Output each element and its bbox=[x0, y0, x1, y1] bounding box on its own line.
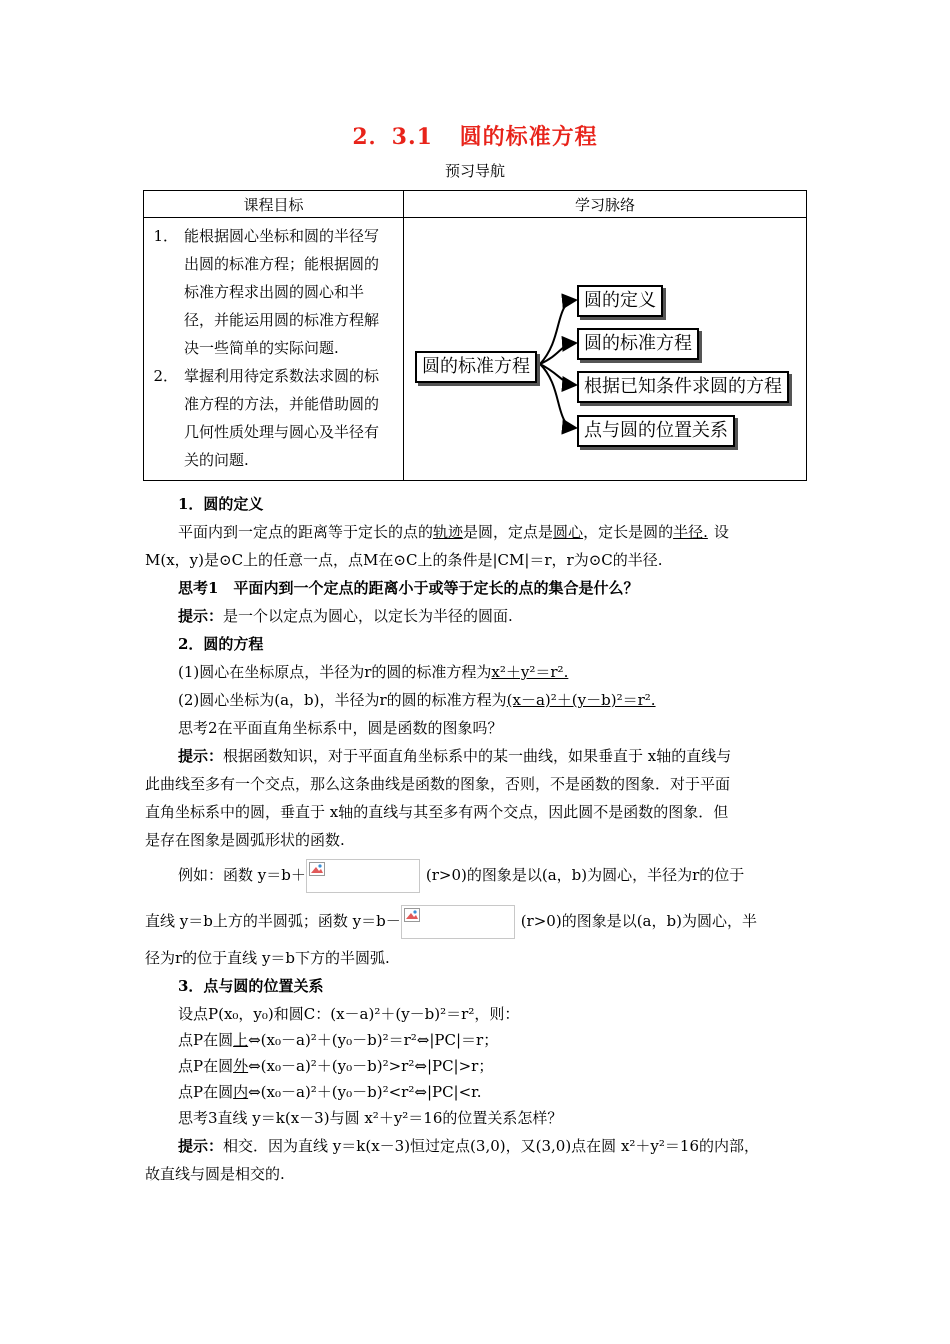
col-header-goals: 课程目标 bbox=[144, 191, 404, 218]
goal-num: 1． bbox=[153, 227, 178, 245]
connector-1 bbox=[540, 300, 576, 364]
blank-answer: 半径. bbox=[673, 523, 708, 541]
goal-num: 2． bbox=[153, 367, 178, 385]
paragraph bbox=[178, 688, 656, 712]
paragraph: 故直线与圆是相交的. bbox=[145, 1165, 285, 1183]
diagram-branch: 根据已知条件求圆的方程 bbox=[577, 371, 789, 403]
text: ⇔(x₀－a)²＋(y₀－b)²>r²⇔|PC|>r； bbox=[248, 1057, 494, 1075]
section-number: 2．3.1 bbox=[352, 124, 433, 150]
connector-4 bbox=[540, 364, 576, 428]
text: 根据函数知识，对于平面直角坐标系中的某一曲线，如果垂直于 x轴的直线与 bbox=[223, 747, 732, 765]
text: 点P在圆 bbox=[178, 1031, 234, 1049]
blank-answer: 上 bbox=[233, 1031, 249, 1049]
blank-answer: 外 bbox=[233, 1057, 249, 1075]
text: 是圆，定点是 bbox=[463, 523, 554, 541]
subtitle: 预习导航 bbox=[444, 162, 505, 180]
hint-label: 提示： bbox=[178, 607, 224, 625]
paragraph: 设点P(x₀，y₀)和圆C：(x－a)²＋(y－b)²＝r²，则： bbox=[178, 1005, 520, 1023]
hint-label: 提示： bbox=[178, 747, 224, 765]
title-text: 圆的标准方程 bbox=[459, 124, 598, 150]
text: ，定长是圆的 bbox=[583, 523, 674, 541]
paragraph: 此曲线至多有一个交点，那么这条曲线是函数的图象，否则，不是函数的图象．对于平面 bbox=[145, 775, 731, 793]
text: 点P在圆 bbox=[178, 1057, 234, 1075]
text: ⇔(x₀－a)²＋(y₀－b)²＝r²⇔|PC|＝r； bbox=[248, 1031, 499, 1049]
text: 直线 y＝b上方的半圆弧；函数 y＝b－ bbox=[145, 912, 401, 930]
goal-item bbox=[150, 362, 393, 474]
text: 是一个以定点为圆心，以定长为半径的圆面. bbox=[223, 607, 513, 625]
hint bbox=[178, 744, 731, 768]
hint bbox=[178, 604, 513, 628]
example-line bbox=[145, 904, 757, 939]
blank-answer: (x－a)²＋(y－b)²＝r². bbox=[506, 691, 656, 709]
text: 点P在圆 bbox=[178, 1083, 234, 1101]
goal-line: 决一些简单的实际问题. bbox=[184, 339, 339, 357]
paragraph bbox=[178, 1028, 498, 1052]
goal-line: 关的问题. bbox=[184, 451, 249, 469]
section-heading: 3．点与圆的位置关系 bbox=[178, 977, 324, 995]
text: ⇔(x₀－a)²＋(y₀－b)²<r²⇔|PC|<r. bbox=[248, 1083, 482, 1101]
goal-line: 标准方程求出圆的圆心和半 bbox=[184, 283, 365, 301]
goal-line: 准方程的方法，并能借助圆的 bbox=[184, 395, 380, 413]
paragraph: 是存在图象是圆弧形状的函数. bbox=[145, 831, 345, 849]
text: (2)圆心坐标为(a，b)，半径为r的圆的标准方程为 bbox=[178, 691, 507, 709]
hint bbox=[178, 1134, 759, 1158]
goals-cell bbox=[144, 218, 404, 481]
paragraph bbox=[178, 660, 568, 684]
paragraph bbox=[178, 1080, 481, 1104]
diagram-branch: 圆的定义 bbox=[577, 285, 663, 317]
col-header-outline: 学习脉络 bbox=[404, 191, 807, 218]
page-title bbox=[0, 120, 950, 151]
think-question: 思考2在平面直角坐标系中，圆是函数的图象吗？ bbox=[178, 719, 503, 737]
text: 例如：函数 y＝b＋ bbox=[178, 866, 306, 884]
paragraph bbox=[178, 1054, 493, 1078]
text: 相交．因为直线 y＝k(x－3)恒过定点(3,0)，又(3,0)点在圆 x²＋y²＝16的内部， bbox=[223, 1137, 759, 1155]
goal-line: 出圆的标准方程；能根据圆的 bbox=[184, 255, 380, 273]
blank-answer: 圆心 bbox=[553, 523, 584, 541]
goal-line: 几何性质处理与圆心及半径有 bbox=[184, 423, 380, 441]
text: 平面内到一定点的距离等于定长的点的 bbox=[178, 523, 434, 541]
formula-image bbox=[401, 905, 515, 939]
text: (1)圆心在坐标原点，半径为r的圆的标准方程为 bbox=[178, 663, 492, 681]
formula-image bbox=[306, 859, 420, 893]
connector-2 bbox=[540, 343, 576, 364]
diagram-branch: 圆的标准方程 bbox=[577, 328, 699, 360]
broken-image-icon bbox=[309, 862, 325, 876]
blank-answer: x²＋y²＝r². bbox=[491, 663, 569, 681]
think-question: 思考1 平面内到一个定点的距离小于或等于定长的点的集合是什么？ bbox=[178, 579, 639, 597]
text: (r>0)的图象是以(a，b)为圆心，半 bbox=[520, 912, 757, 930]
paragraph: 直角坐标系中的圆，垂直于 x轴的直线与其至多有两个交点，因此圆不是函数的图象．但 bbox=[145, 803, 729, 821]
blank-answer: 轨迹 bbox=[433, 523, 464, 541]
paragraph: 径为r的位于直线 y＝b下方的半圆弧. bbox=[145, 949, 390, 967]
hint-label: 提示： bbox=[178, 1137, 224, 1155]
blank-answer: 内 bbox=[233, 1083, 249, 1101]
concept-diagram bbox=[404, 218, 806, 466]
goal-line: 径，并能运用圆的标准方程解 bbox=[184, 311, 380, 329]
goal-line: 掌握利用待定系数法求圆的标 bbox=[184, 367, 380, 385]
connector-3 bbox=[540, 364, 576, 385]
goal-line: 能根据圆心坐标和圆的半径写 bbox=[184, 227, 380, 245]
outline-cell bbox=[404, 218, 807, 481]
diagram-branch: 点与圆的位置关系 bbox=[577, 415, 735, 447]
preview-table bbox=[143, 190, 807, 481]
diagram-root: 圆的标准方程 bbox=[415, 351, 537, 383]
text: (r>0)的图象是以(a，b)为圆心，半径为r的位于 bbox=[425, 866, 745, 884]
section-heading: 2．圆的方程 bbox=[178, 635, 264, 653]
broken-image-icon bbox=[404, 908, 420, 922]
goal-item bbox=[150, 222, 393, 362]
paragraph: M(x，y)是⊙C上的任意一点，点M在⊙C上的条件是|CM|＝r，r为⊙C的半径. bbox=[145, 551, 663, 569]
example-line bbox=[178, 858, 744, 893]
think-question: 思考3直线 y＝k(x－3)与圆 x²＋y²＝16的位置关系怎样？ bbox=[178, 1109, 563, 1127]
paragraph bbox=[178, 520, 729, 544]
text: 设 bbox=[713, 523, 729, 541]
section-heading: 1．圆的定义 bbox=[178, 495, 264, 513]
